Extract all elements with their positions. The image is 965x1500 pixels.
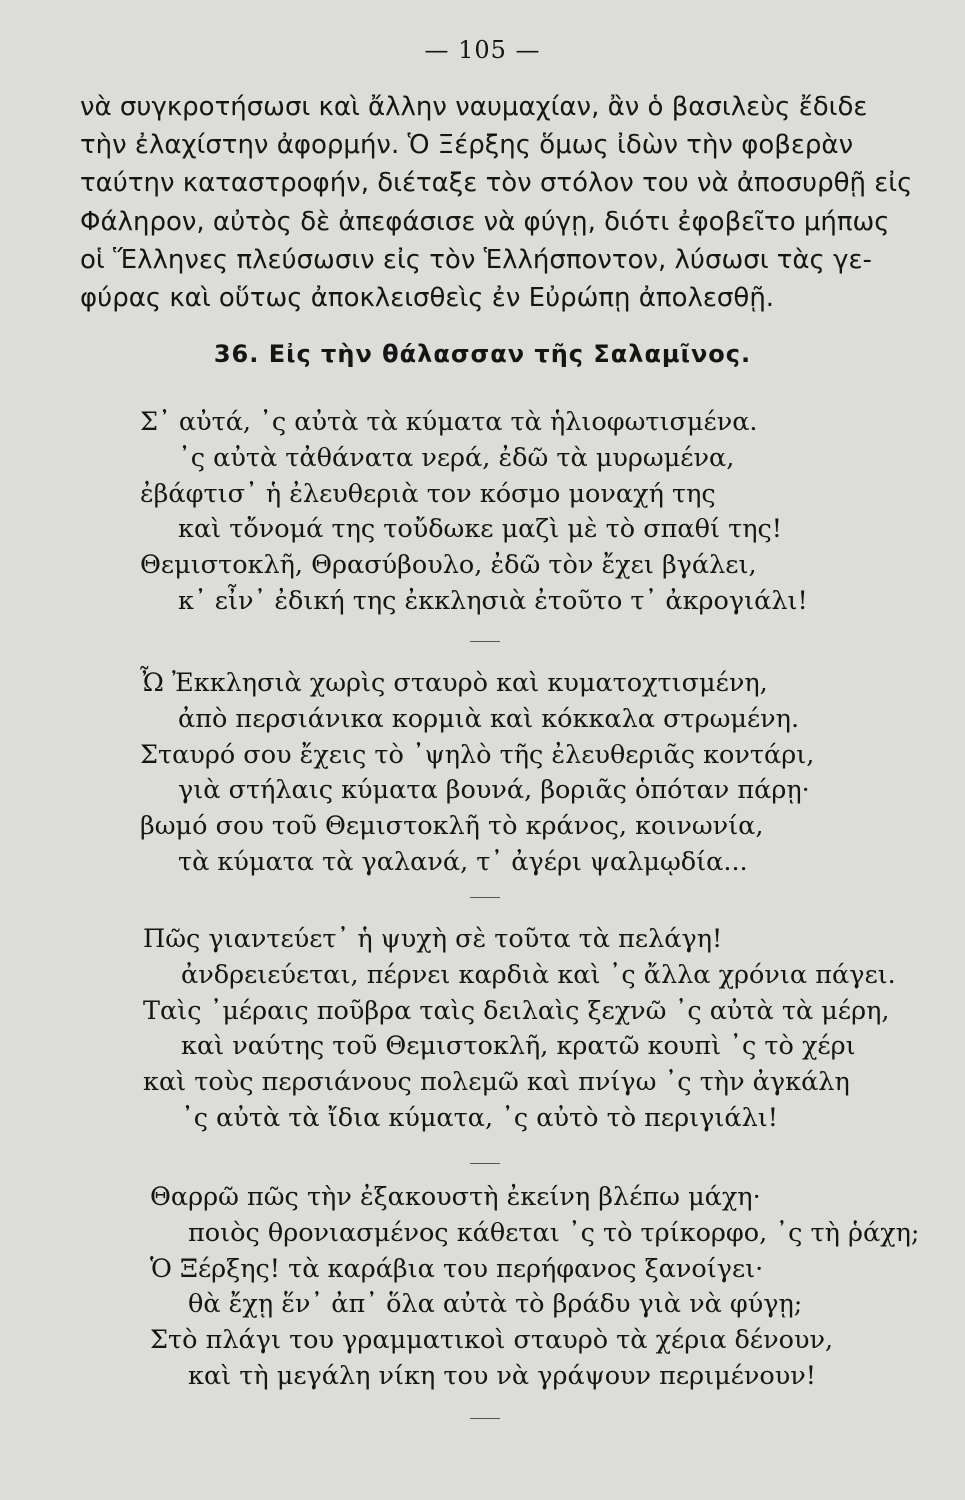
verse-line: ἀνδρειεύεται, πέρνει καρδιὰ καὶ ᾽ς ἄλλα χρόνια πάγει. — [181, 959, 896, 990]
verse-line: Ὦ Ἐκκλησιὰ χωρὶς σταυρὸ καὶ κυματοχτισμένη, — [140, 668, 768, 698]
prose-line: τὴν ἐλαχίστην ἀφορμήν. Ὁ Ξέρξης ὅμως ἰδὼν τὴν φοβερὰν — [80, 130, 854, 161]
prose-line: Φάληρον, αὐτὸς δὲ ἀπεφάσισε νὰ φύγῃ, διότι ἐφοβεῖτο μήπως — [80, 206, 890, 237]
verse-line: κ᾽ εἶν᾽ ἐδική της ἐκκλησιὰ ἐτοῦτο τ᾽ ἀκρογιάλι! — [178, 585, 808, 616]
poem-stanza-2 — [140, 666, 965, 881]
verse-line: καὶ ναύτης τοῦ Θεμιστοκλῆ, κρατῶ κουπὶ ᾽ς τὸ χέρι — [181, 1031, 856, 1062]
stanza-divider — [470, 641, 500, 642]
verse-line: καὶ τὴ μεγάλη νίκη του νὰ γράψουν περιμένουν! — [188, 1360, 817, 1391]
verse-line: Θεμιστοκλῆ, Θρασύβουλο, ἐδῶ τὸν ἔχει βγάλει, — [140, 550, 757, 581]
verse-line: ποιὸς θρονιασμένος κάθεται ᾽ς τὸ τρίκορφο, ᾽ς τὴ ῥάχη; — [188, 1217, 920, 1248]
verse-line: θὰ ἔχῃ ἕν᾽ ἀπ᾽ ὅλα αὐτὰ τὸ βράδυ γιὰ νὰ φύγῃ; — [188, 1289, 803, 1320]
verse-line: τὰ κύματα τὰ γαλανά, τ᾽ ἀγέρι ψαλμῳδία... — [178, 846, 748, 877]
section-title: 36. Εἰς τὴν θάλασσαν τῆς Σαλαμῖνος. — [213, 340, 752, 368]
prose-line: οἱ Ἕλληνες πλεύσωσιν εἰς τὸν Ἑλλήσποντον, λύσωσι τὰς γε- — [80, 244, 872, 275]
verse-line: καὶ τοὺς περσιάνους πολεμῶ καὶ πνίγω ᾽ς τὴν ἀγκάλη — [143, 1067, 850, 1098]
verse-line: Σ᾽ αὐτά, ᾽ς αὐτὰ τὰ κύματα τὰ ἡλιοφωτισμένα. — [140, 407, 758, 437]
verse-line: Ὁ Ξέρξης! τὰ καράβια του περήφανος ξανοίγει· — [150, 1253, 764, 1284]
verse-line: ἀπὸ περσιάνικα κορμιὰ καὶ κόκκαλα στρωμένη. — [178, 703, 800, 734]
verse-line: ᾽ς αὐτὰ τἀθάνατα νερά, ἐδῶ τὰ μυρωμένα, — [178, 442, 735, 473]
prose-line: νὰ συγκροτήσωσι καὶ ἄλλην ναυμαχίαν, ἂν ὁ βασιλεὺς ἔδιδε — [80, 92, 868, 122]
poem-stanza-4 — [150, 1180, 965, 1395]
verse-line: Ταὶς ᾽μέραις ποῦβρα ταὶς δειλαὶς ξεχνῶ ᾽ς αὐτὰ τὰ μέρη, — [143, 995, 890, 1026]
stanza-divider — [470, 897, 500, 898]
prose-line: φύρας καὶ οὕτως ἀποκλεισθεὶς ἐν Εὐρώπῃ ἀπολεσθῇ. — [80, 283, 775, 314]
prose-line: ταύτην καταστροφήν, διέταξε τὸν στόλον του νὰ ἀποσυρθῇ εἰς — [80, 168, 913, 199]
poem-stanza-1 — [140, 405, 965, 620]
verse-line: Στὸ πλάγι του γραμματικοὶ σταυρὸ τὰ χέρια δένουν, — [150, 1325, 834, 1356]
poem-stanza-3 — [143, 922, 965, 1137]
verse-line: Θαρρῶ πῶς τὴν ἐξακουστὴ ἐκείνη βλέπω μάχη· — [150, 1182, 761, 1212]
verse-line: ἐβάφτισ᾽ ἡ ἐλευθεριὰ τον κόσμο μοναχή της — [140, 478, 716, 509]
stanza-divider — [470, 1163, 500, 1164]
verse-line: καὶ τὄνομά της τοὔδωκε μαζὶ μὲ τὸ σπαθί της! — [178, 514, 783, 545]
verse-line: ᾽ς αὐτὰ τὰ ἴδια κύματα, ᾽ς αὐτὸ τὸ περιγιάλι! — [181, 1102, 778, 1133]
verse-line: βωμό σου τοῦ Θεμιστοκλῆ τὸ κράνος, κοινωνία, — [140, 811, 764, 842]
verse-line: Πῶς γιαντεύετ᾽ ἡ ψυχὴ σὲ τοῦτα τὰ πελάγη! — [143, 924, 723, 954]
verse-line: γιὰ στήλαις κύματα βουνά, βοριᾶς ὁπόταν πάρῃ· — [178, 775, 810, 806]
verse-line: Σταυρό σου ἔχεις τὸ ᾽ψηλὸ τῆς ἐλευθεριᾶς κοντάρι, — [140, 739, 815, 770]
stanza-divider — [470, 1418, 500, 1419]
page-number: — 105 — — [424, 36, 541, 64]
prose-paragraph — [80, 88, 913, 317]
